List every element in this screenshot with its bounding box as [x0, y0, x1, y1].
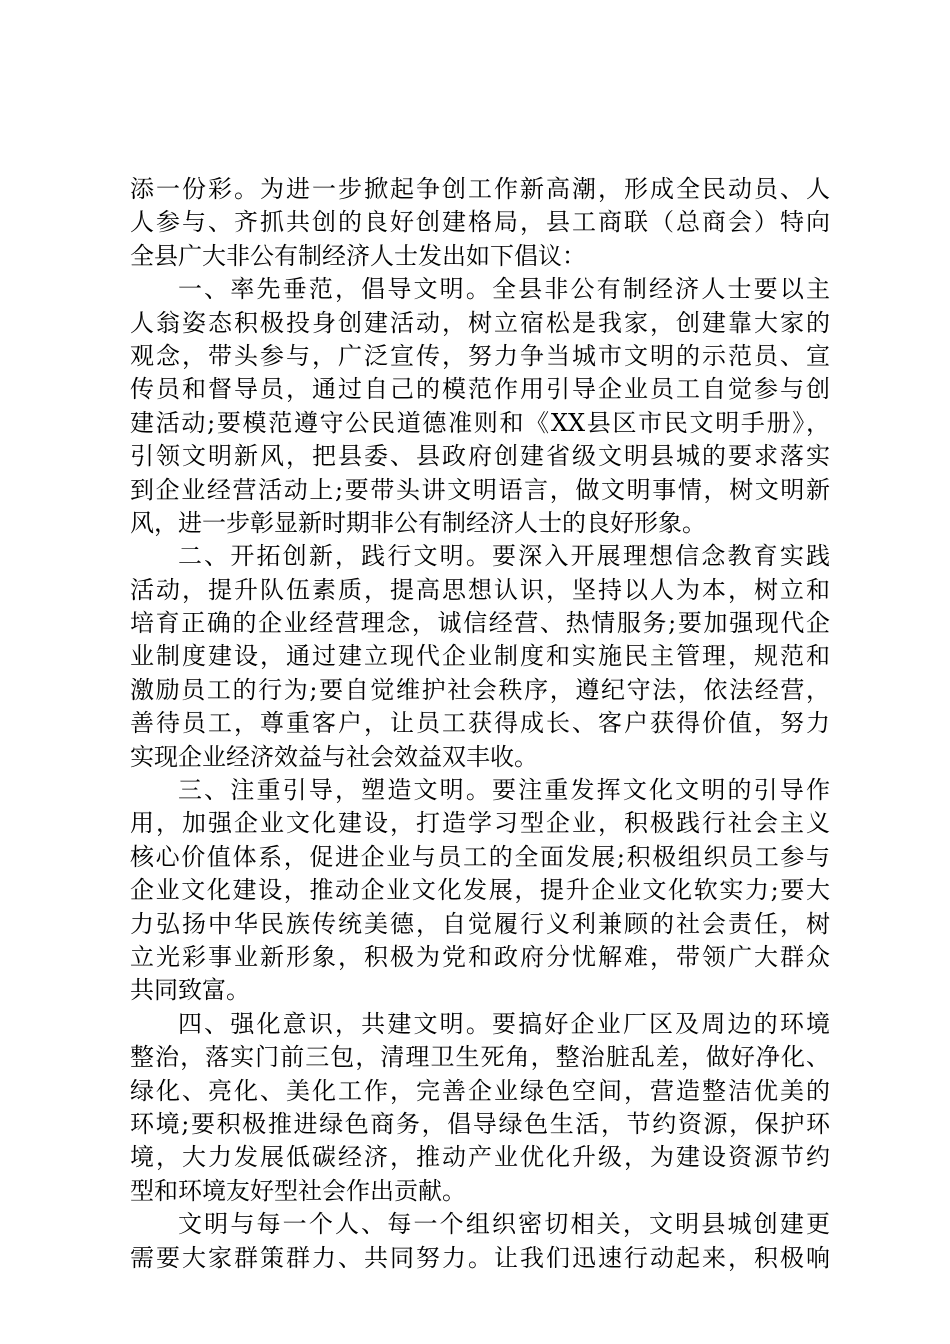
text-line: 激励员工的行为;要自觉维护社会秩序，遵纪守法，依法经营， [130, 675, 830, 704]
text-line: 三、注重引导，塑造文明。要注重发挥文化文明的引导作 [178, 776, 830, 805]
text-line: 环境;要积极推进绿色商务，倡导绿色生活，节约资源，保护环 [130, 1109, 830, 1138]
text-line: 共同致富。 [130, 976, 250, 1005]
text-line: 培育正确的企业经营理念，诚信经营、热情服务;要加强现代企 [130, 609, 830, 638]
text-line: 全县广大非公有制经济人士发出如下倡议： [130, 241, 586, 270]
text-line: 一、率先垂范，倡导文明。全县非公有制经济人士要以主 [178, 275, 830, 304]
text-line: 需要大家群策群力、共同努力。让我们迅速行动起来，积极响 [130, 1243, 830, 1272]
text-line: 绿化、亮化、美化工作，完善企业绿色空间，营造整洁优美的 [130, 1076, 830, 1105]
text-line: 文明与每一个人、每一个组织密切相关，文明县城创建更 [178, 1210, 830, 1239]
text-line: 整治，落实门前三包，清理卫生死角，整治脏乱差，做好净化、 [130, 1043, 830, 1072]
text-line: 活动，提升队伍素质，提高思想认识，坚持以人为本，树立和 [130, 575, 830, 604]
text-line: 二、开拓创新，践行文明。要深入开展理想信念教育实践 [178, 542, 830, 571]
text-line: 人参与、齐抓共创的良好创建格局，县工商联（总商会）特向 [130, 208, 830, 237]
text-line: 境，大力发展低碳经济，推动产业优化升级，为建设资源节约 [130, 1143, 830, 1172]
document-body [130, 173, 830, 1275]
text-line: 添一份彩。为进一步掀起争创工作新高潮，形成全民动员、人 [130, 175, 830, 203]
text-line: 观念，带头参与，广泛宣传，努力争当城市文明的示范员、宣 [130, 341, 830, 370]
text-line: 实现企业经济效益与社会效益双丰收。 [130, 742, 538, 771]
text-line: 引领文明新风，把县委、县政府创建省级文明县城的要求落实 [130, 442, 830, 471]
text-line: 用，加强企业文化建设，打造学习型企业，积极践行社会主义 [130, 809, 830, 838]
text-line: 人翁姿态积极投身创建活动，树立宿松是我家，创建靠大家的 [130, 308, 830, 337]
text-line: 到企业经营活动上;要带头讲文明语言，做文明事情，树文明新 [130, 475, 830, 504]
text-line: 核心价值体系，促进企业与员工的全面发展;积极组织员工参与 [130, 842, 830, 871]
text-line: 风，进一步彰显新时期非公有制经济人士的良好形象。 [130, 508, 706, 537]
text-line: 传员和督导员，通过自己的模范作用引导企业员工自觉参与创 [130, 375, 830, 404]
text-line: 业制度建设，通过建立现代企业制度和实施民主管理，规范和 [130, 642, 830, 671]
text-line: 善待员工，尊重客户，让员工获得成长、客户获得价值，努力 [130, 709, 830, 738]
text-line: 立光彩事业新形象，积极为党和政府分忧解难，带领广大群众 [130, 942, 830, 971]
text-line: 建活动;要模范遵守公民道德准则和《XX县区市民文明手册》， [130, 408, 830, 437]
text-line: 企业文化建设，推动企业文化发展，提升企业文化软实力;要大 [130, 876, 830, 905]
text-line: 四、强化意识，共建文明。要搞好企业厂区及周边的环境 [178, 1009, 830, 1038]
text-line: 型和环境友好型社会作出贡献。 [130, 1176, 466, 1205]
text-line: 力弘扬中华民族传统美德，自觉履行义利兼顾的社会责任，树 [130, 909, 830, 938]
